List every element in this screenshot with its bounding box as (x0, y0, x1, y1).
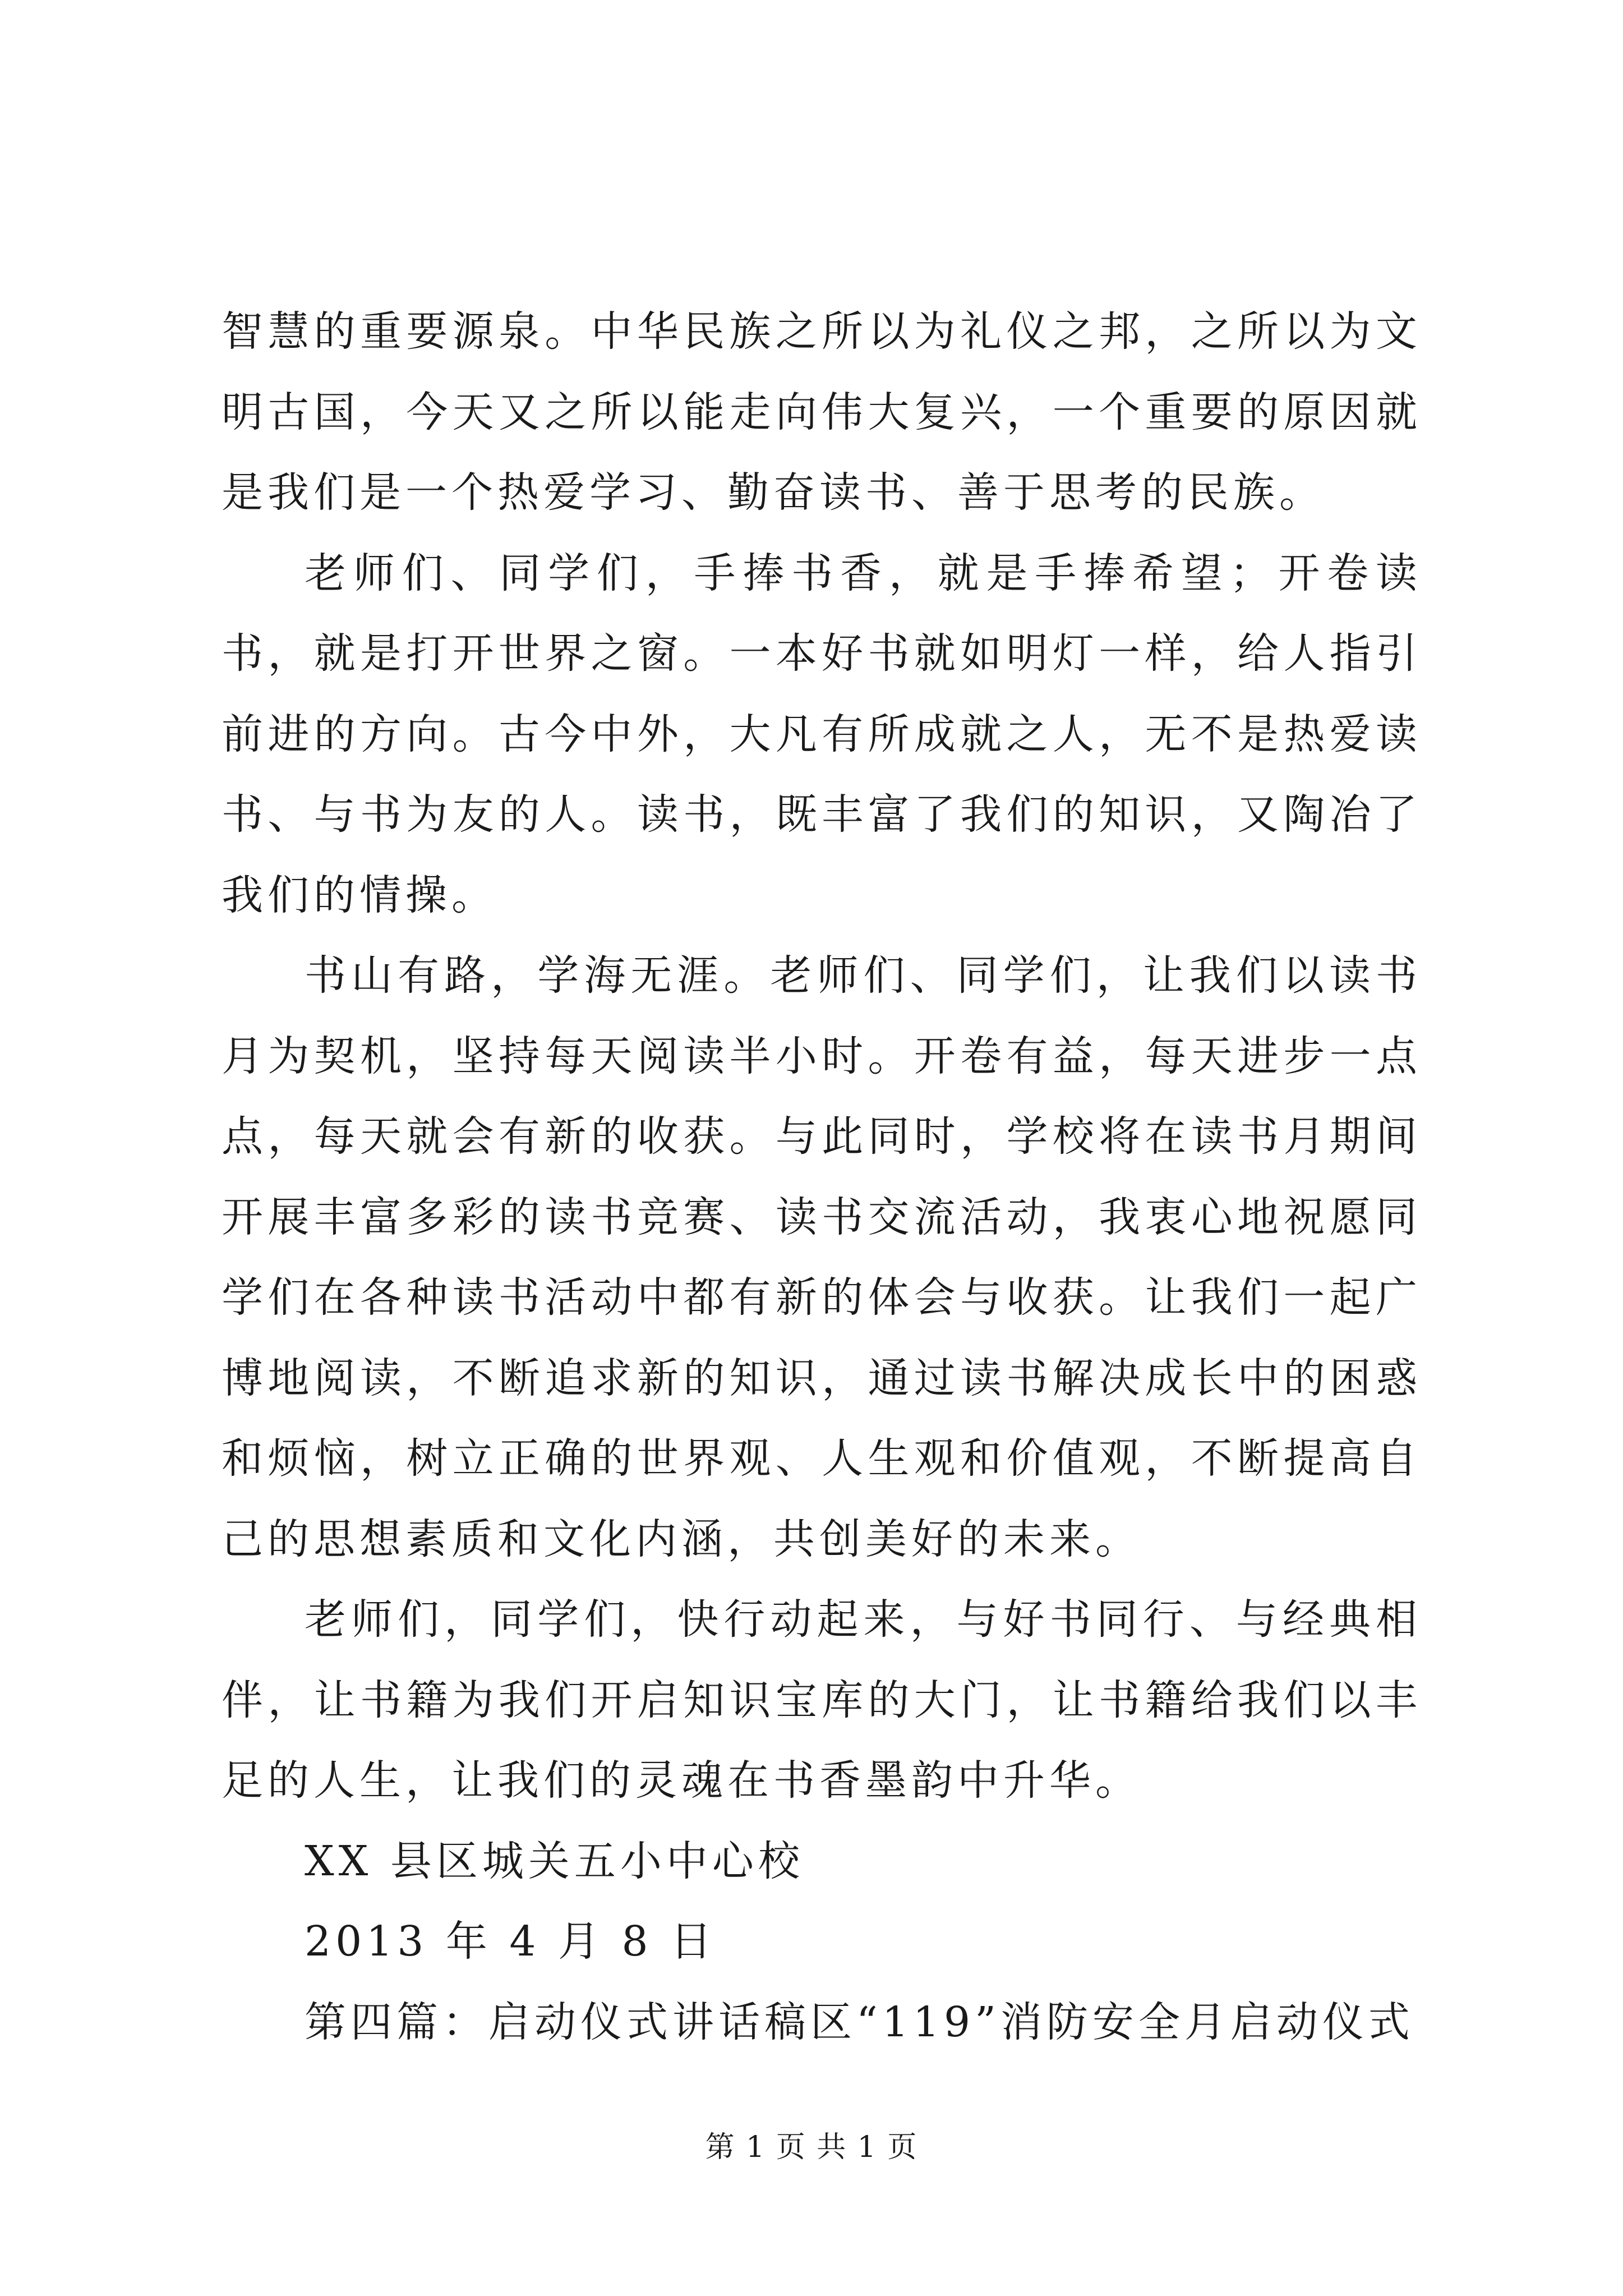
signature-line: XX 县区城关五小中心校 (305, 1837, 804, 1885)
page-footer: 第 1 页 共 1 页 (705, 2131, 918, 2164)
paragraph-2: 老师们、同学们，手捧书香，就是手捧希望；开卷读书，就是打开世界之窗。一本好书就如明灯一样，给人指引前进的方向。古今中外，大凡有所成就之人，无不是热爱读书、与书为友的人。读书，既丰富了我们的知识，又陶冶了我们的情操。 (222, 549, 1422, 919)
paragraph-4: 老师们，同学们，快行动起来，与好书同行、与经典相伴，让书籍为我们开启知识宝库的大门，让书籍给我们以丰足的人生，让我们的灵魂在书香墨韵中升华。 (222, 1595, 1422, 1805)
paragraph-3: 书山有路，学海无涯。老师们、同学们，让我们以读书月为契机，坚持每天阅读半小时。开卷有益，每天进步一点点，每天就会有新的收获。与此同时，学校将在读书月期间开展丰富多彩的读书竞赛、读书交流活动，我衷心地祝愿同学们在各种读书活动中都有新的体会与收获。让我们一起广博地阅读，不断追求新的知识，通过读书解决成长中的困惑和烦恼，树立正确的世界观、人生观和价值观，不断提高自己的思想素质和文化内涵，共创美好的未来。 (222, 951, 1422, 1563)
next-section-title: 第四篇：启动仪式讲话稿区“119”消防安全月启动仪式 (305, 1998, 1414, 2046)
document-body (222, 292, 1422, 2063)
paragraph-1: 智慧的重要源泉。中华民族之所以为礼仪之邦，之所以为文明古国，今天又之所以能走向伟大复兴，一个重要的原因就是我们是一个热爱学习、勤奋读书、善于思考的民族。 (222, 307, 1422, 517)
date-line: 2013 年 4 月 8 日 (305, 1917, 717, 1966)
